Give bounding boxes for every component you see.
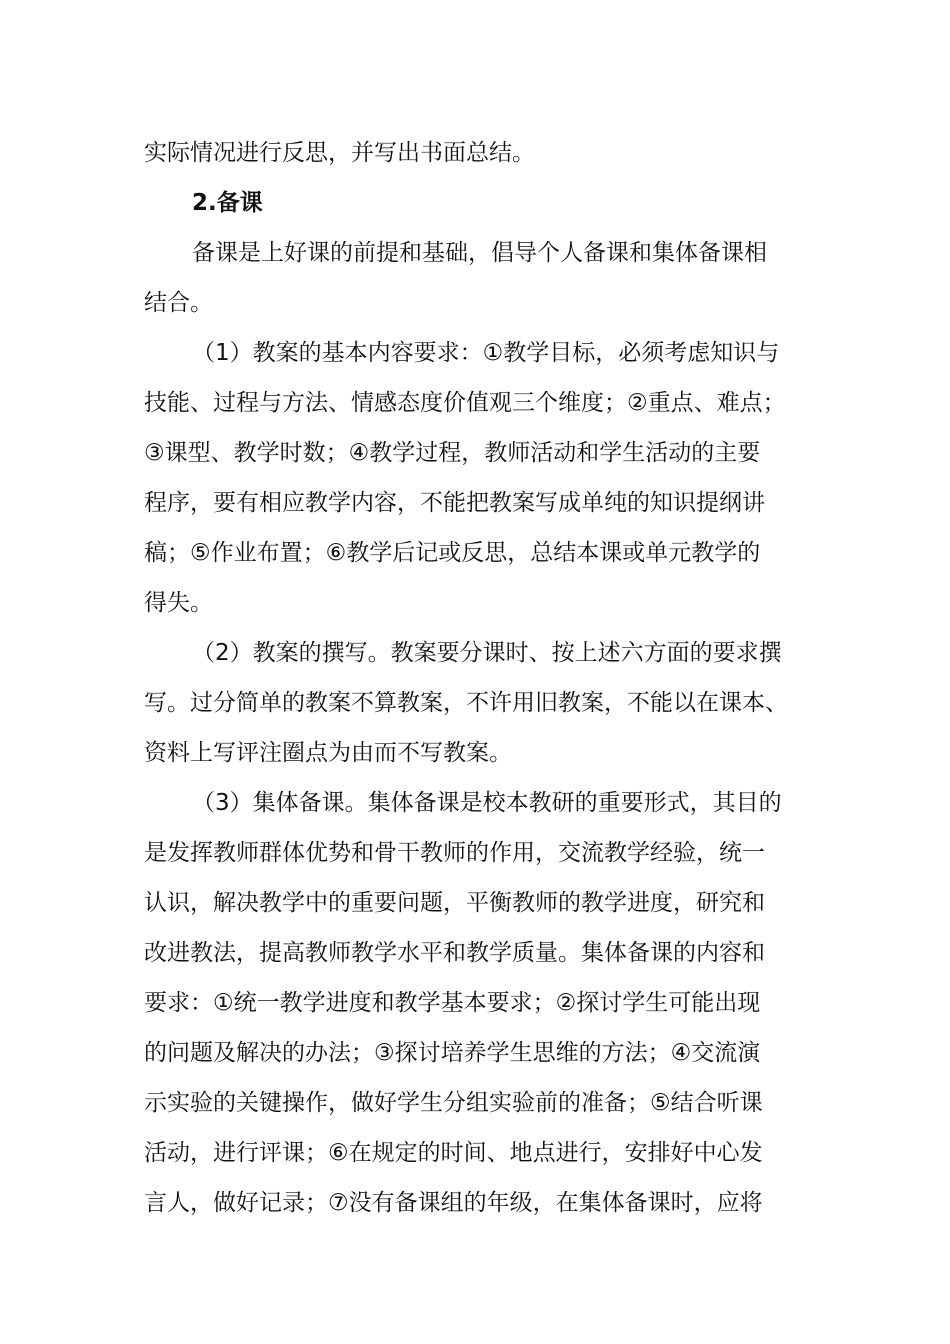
paragraph-line: 程序，要有相应教学内容，不能把教案写成单纯的知识提纲讲 xyxy=(144,490,765,516)
paragraph-line: 结合。 xyxy=(144,290,213,316)
document-body xyxy=(144,128,816,1228)
paragraph-line: （3）集体备课。集体备课是校本教研的重要形式，其目的 xyxy=(192,790,782,816)
paragraph-line: ③课型、教学时数；④教学过程，教师活动和学生活动的主要 xyxy=(144,440,761,466)
paragraph-line: 是发挥教师群体优势和骨干教师的作用，交流教学经验，统一 xyxy=(144,840,765,866)
paragraph-line: 要求：①统一教学进度和教学基本要求；②探讨学生可能出现 xyxy=(144,990,761,1016)
paragraph-line: 写。过分简单的教案不算教案，不许用旧教案，不能以在课本、 xyxy=(144,690,788,716)
section-heading: 2.备课 xyxy=(192,190,263,216)
paragraph-line: 备课是上好课的前提和基础，倡导个人备课和集体备课相 xyxy=(192,240,767,266)
paragraph-line: 技能、过程与方法、情感态度价值观三个维度；②重点、难点； xyxy=(144,390,786,416)
paragraph-line: （2）教案的撰写。教案要分课时、按上述六方面的要求撰 xyxy=(192,640,782,666)
paragraph-line: 改进教法，提高教师教学水平和教学质量。集体备课的内容和 xyxy=(144,940,765,966)
paragraph-line: 认识，解决教学中的重要问题，平衡教师的教学进度，研究和 xyxy=(144,890,765,916)
paragraph-line: 得失。 xyxy=(144,590,213,616)
paragraph-line: 实际情况进行反思，并写出书面总结。 xyxy=(144,140,535,166)
paragraph-line: 稿；⑤作业布置；⑥教学后记或反思，总结本课或单元教学的 xyxy=(144,540,761,566)
paragraph-line: 活动，进行评课；⑥在规定的时间、地点进行，安排好中心发 xyxy=(144,1140,763,1166)
paragraph-line: 资料上写评注圈点为由而不写教案。 xyxy=(144,740,512,766)
paragraph-line: 示实验的关键操作，做好学生分组实验前的准备；⑤结合听课 xyxy=(144,1090,763,1116)
paragraph-line: 的问题及解决的办法；③探讨培养学生思维的方法；④交流演 xyxy=(144,1040,761,1066)
paragraph-line: （1）教案的基本内容要求：①教学目标，必须考虑知识与 xyxy=(192,340,780,366)
paragraph-line: 言人，做好记录；⑦没有备课组的年级，在集体备课时，应将 xyxy=(144,1190,763,1216)
